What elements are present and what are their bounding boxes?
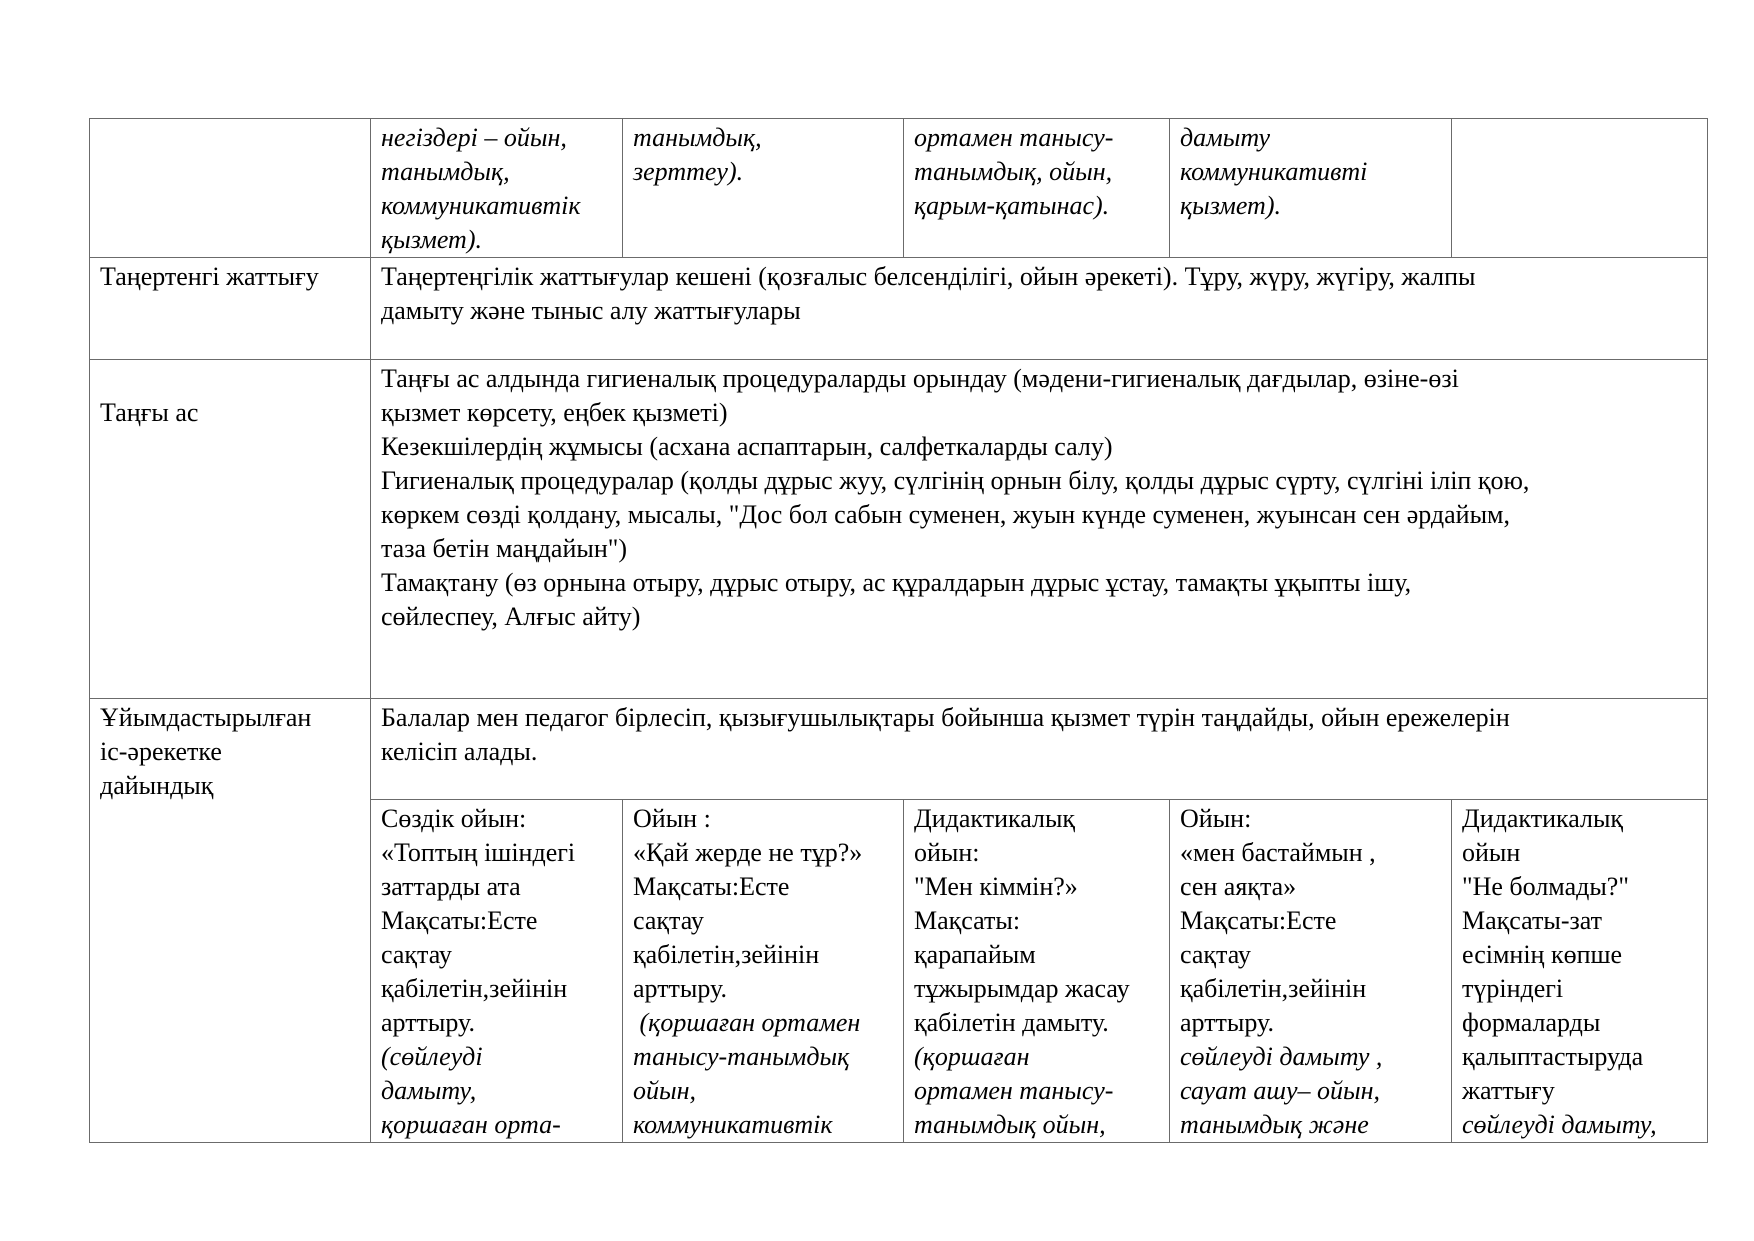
row-label: Таңертенгі жаттығу xyxy=(100,262,319,291)
text-line: ортамен танысу- xyxy=(914,123,1114,152)
text-line: коммуникативтік xyxy=(633,1110,833,1139)
text-line: келісіп алады. xyxy=(381,737,538,766)
text-line: қызмет көрсету, еңбек қызметі) xyxy=(381,398,728,427)
text-line: Кезекшілердің жұмысы (асхана аспаптарын, салфеткаларды салу) xyxy=(381,432,1113,461)
text-line: сөйлеуді дамыту, xyxy=(1462,1110,1657,1139)
text-line: «Қай жерде не тұр?» xyxy=(633,838,863,867)
morning-exercise-label xyxy=(90,258,371,360)
breakfast-content xyxy=(371,360,1708,699)
text-line: арттыру. xyxy=(1180,1008,1274,1037)
text-line: Тамақтану (өз орнына отыру, дұрыс отыру, ас құралдарын дұрыс ұстау, тамақты ұқыпты ішу, xyxy=(381,568,1412,597)
text-line: Таңғы ас алдында гигиеналық процедураларды орындау (мәдени-гигиеналық дағдылар, өзіне-өзі xyxy=(381,364,1459,393)
preparation-row xyxy=(90,699,1708,800)
text-line: сақтау xyxy=(381,940,452,969)
text-line: (қоршаған xyxy=(914,1042,1030,1071)
continuation-cell-1 xyxy=(371,119,623,258)
text-line: заттарды ата xyxy=(381,872,521,901)
text-line: негіздері – ойын, xyxy=(381,123,567,152)
text-line: есімнің көпше xyxy=(1462,940,1623,969)
text-line: көркем сөзді қолдану, мысалы, "Дос бол сабын суменен, жуын күнде суменен, жуынсан сен әрдайым, xyxy=(381,500,1511,529)
continuation-cell-3 xyxy=(904,119,1170,258)
text-line: (қоршаған ортамен xyxy=(633,1008,861,1037)
text-line: қалыптастыруда xyxy=(1462,1042,1644,1071)
text-line: сауат ашу– ойын, xyxy=(1180,1076,1381,1105)
text-line: түріндегі xyxy=(1462,974,1564,1003)
continuation-cell-4 xyxy=(1170,119,1452,258)
game-cell-1 xyxy=(371,800,623,1143)
text-line: қарапайым xyxy=(914,940,1036,969)
text-line: дамыту, xyxy=(381,1076,477,1105)
text-line: арттыру. xyxy=(633,974,727,1003)
text-line: дамыту және тыныс алу жаттығулары xyxy=(381,296,801,325)
preparation-label-cell xyxy=(90,699,371,1143)
preparation-content xyxy=(371,699,1708,800)
text-line: танымдық, ойын, xyxy=(914,157,1113,186)
game-cell-2 xyxy=(623,800,904,1143)
text-line: коммуникативті xyxy=(1180,157,1368,186)
row-label: дайындық xyxy=(100,771,214,800)
text-line: Мақсаты:Есте xyxy=(381,906,538,935)
text-line: "Не болмады?" xyxy=(1462,872,1629,901)
text-line: сөйлеуді дамыту , xyxy=(1180,1042,1383,1071)
text-line: Мақсаты:Есте xyxy=(633,872,790,901)
text-line: Дидактикалық xyxy=(914,804,1076,833)
text-line: қарым-қатынас). xyxy=(914,191,1110,220)
text-line: зерттеу). xyxy=(633,157,744,186)
breakfast-label-cell xyxy=(90,360,371,699)
text-line: Дидактикалық xyxy=(1462,804,1624,833)
daily-plan-table xyxy=(89,118,1708,1143)
morning-exercise-row xyxy=(90,258,1708,360)
empty-label-cell xyxy=(90,119,371,258)
text-line: сақтау xyxy=(1180,940,1251,969)
text-line: ойын, xyxy=(633,1076,697,1105)
text-line: (сөйлеуді xyxy=(381,1042,483,1071)
continuation-row xyxy=(90,119,1708,258)
text-line: таза бетін маңдайын") xyxy=(381,534,628,563)
game-cell-4 xyxy=(1170,800,1452,1143)
text-line: тұжырымдар жасау xyxy=(914,974,1130,1003)
continuation-cell-2 xyxy=(623,119,904,258)
continuation-cell-5-empty xyxy=(1452,119,1708,258)
text-line: Гигиеналық процедуралар (қолды дұрыс жуу, сүлгінің орнын білу, қолды дұрыс сүрту, сүлгіні іліп қою, xyxy=(381,466,1530,495)
text-line: қабілетін,зейінін xyxy=(381,974,568,1003)
text-line: қабілетін,зейінін xyxy=(1180,974,1367,1003)
game-cell-3 xyxy=(904,800,1170,1143)
text-line: Мақсаты-зат xyxy=(1462,906,1603,935)
text-line: танымдық және xyxy=(1180,1110,1369,1139)
text-line: "Мен кіммін?» xyxy=(914,872,1078,901)
text-line: Мақсаты:Есте xyxy=(1180,906,1337,935)
text-line: Мақсаты: xyxy=(914,906,1021,935)
text-line: ойын xyxy=(1462,838,1521,867)
text-line: танымдық, xyxy=(633,123,762,152)
text-line: сөйлеспеу, Алғыс айту) xyxy=(381,602,641,631)
text-line: ортамен танысу- xyxy=(914,1076,1114,1105)
text-line: Ойын: xyxy=(1180,804,1252,833)
morning-exercise-content xyxy=(371,258,1708,360)
text-line: сақтау xyxy=(633,906,704,935)
text-line: танымдық, xyxy=(381,157,510,186)
text-line: жаттығу xyxy=(1462,1076,1555,1105)
text-line: қабілетін,зейінін xyxy=(633,940,820,969)
text-line: коммуникативтік xyxy=(381,191,581,220)
text-line: «Топтың ішіндегі xyxy=(381,838,576,867)
text-line: қызмет). xyxy=(381,225,482,254)
text-line: танысу-танымдық xyxy=(633,1042,850,1071)
text-line: сен аяқта» xyxy=(1180,872,1297,901)
text-line: арттыру. xyxy=(381,1008,475,1037)
row-label: іс-әрекетке xyxy=(100,737,222,766)
text-line: Балалар мен педагог бірлесіп, қызығушылықтары бойынша қызмет түрін таңдайды, ойын ережелерін xyxy=(381,703,1510,732)
text-line: қоршаған орта- xyxy=(381,1110,561,1139)
breakfast-row xyxy=(90,360,1708,699)
game-cell-5 xyxy=(1452,800,1708,1143)
text-line: танымдық ойын, xyxy=(914,1110,1106,1139)
text-line: Таңертеңгілік жаттығулар кешені (қозғалыс белсенділігі, ойын әрекеті). Тұру, жүру, жүгіру, жалпы xyxy=(381,262,1476,291)
text-line: «мен бастаймын , xyxy=(1180,838,1376,867)
text-line: қызмет). xyxy=(1180,191,1281,220)
text-line: Сөздік ойын: xyxy=(381,804,527,833)
text-line: ойын: xyxy=(914,838,980,867)
row-label: Таңғы ас xyxy=(100,398,199,427)
text-line: формаларды xyxy=(1462,1008,1601,1037)
row-label: Ұйымдастырылған xyxy=(100,703,312,732)
text-line: дамыту xyxy=(1180,123,1271,152)
text-line: Ойын : xyxy=(633,804,711,833)
text-line: қабілетін дамыту. xyxy=(914,1008,1109,1037)
